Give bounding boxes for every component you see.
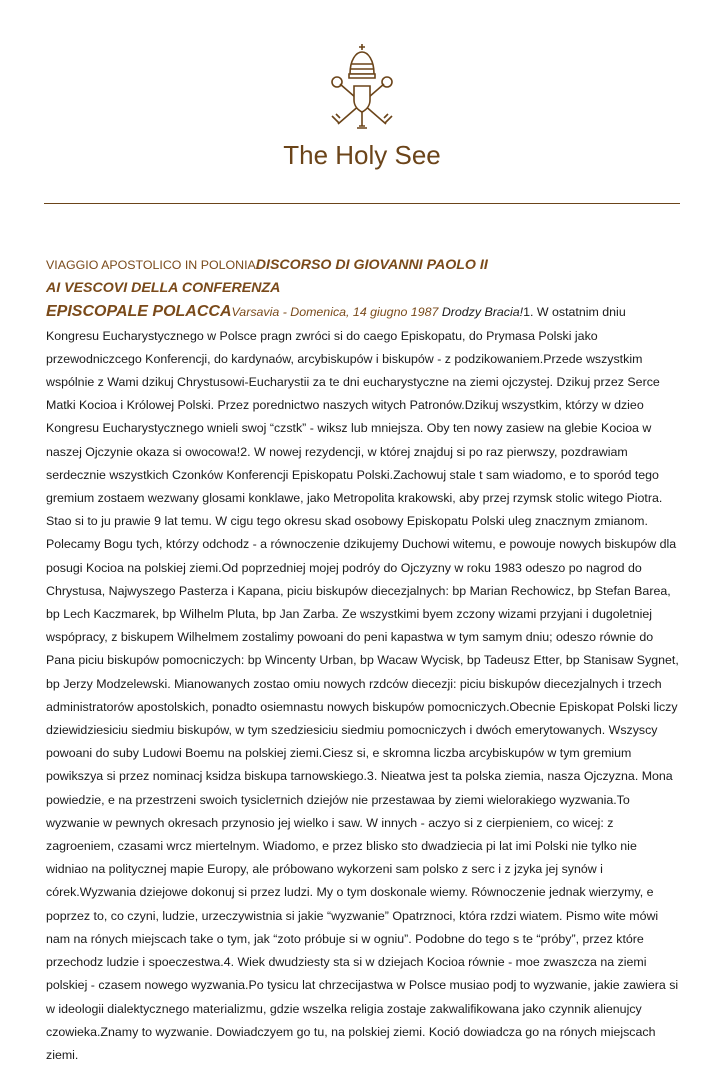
- papal-coat-of-arms-icon: [324, 40, 400, 132]
- header-divider: [44, 203, 680, 204]
- article-title-line-2: AI VESCOVI DELLA CONFERENZA: [46, 280, 281, 297]
- article-body: 1. W ostatnim dniu Kongresu Eucharystycznego w Polsce pragn zwróci si do caego Episkopatu, do Prymasa Polski jako przewodniczcego Konferencji, do kardynaów, arcybiskupów i biskupów - z podzikowaniem.Przede wszystkim wspólnie z Wami dzikuj Chrystusowi-Eucharystii za te dni eucharystyczne na ziemi ojczystej. Dzikuj przez Serce Matki Kocioa i Królowej Polski. Przez porednictwo naszych witych Patronów.Dzikuj wszystkim, którzy w dzieo Kongresu Eucharystycznego wnieli swoj “czstk” - wiksz lub mniejsza. Oby ten nowy zasiew na glebie Kocioa w naszej Ojczynie okaza si owocowa!2. W nowej rezydencji, w której znajduj si po raz pierwszy, pozdrawiam serdecznie wszystkich Czonków Konferencji Episkopatu Polski.Zachowuj stale t sam wiadomo, e to sporód tego gremium zostaem wezwany glosami konklawe, jako Metropolita krakowski, aby przej rzymsk stolic witego Piotra. Stao si to ju prawie 9 lat temu. W cigu tego okresu skad osobowy Episkopatu Polski uleg znacznym zmianom. Polecamy Bogu tych, którzy odchodz - a równoczenie dzikujemy Duchowi witemu, e powouje nowych biskupów dla posugi Kocioa na polskiej ziemi.Od poprzedniej mojej podróy do Ojczyzny w roku 1983 odeszo po nagrod do Chrystusa, Najwyszego Pasterza i Kapana, piciu biskupów diecezjalnych: bp Marian Rechowicz, bp Stefan Barea, bp Lech Kaczmarek, bp Wilhelm Pluta, bp Jan Zarba. Ze wszystkimi byem zczony wizami przyjani i dugoletniej wspópracy, z biskupem Wilhelmem zostalimy powoani do peni kapastwa w tym samym dniu; odeszo równie do Pana piciu biskupów pomocniczych: bp Wincenty Urban, bp Wacaw Wycisk, bp Tadeusz Etter, bp Stanisaw Sygnet, bp Jerzy Modzelewski. Mianowanych zostao omiu nowych rzdców diecezji: piciu biskupów diecezjalnych i trzech administratorów apostolskich, ponadto osiemnastu nowych biskupów pomocniczych.Obecnie Episkopat Polski liczy dziewidziesiciu siedmiu biskupów, w tym szedziesiciu siedmiu pomocniczych i dwóch emerytowanych. Wszyscy powoani do suby Ludowi Boemu na polskiej ziemi.Ciesz si, e skromna liczba arcybiskupów w tym gremium powikszya si przez nominacj ksidza biskupa tarnowskiego.3. Nieatwa jest ta polska ziemia, nasza Ojczyzna. Mona powiedzie, e na przestrzeni swoich tysiclетnich dziejów nie przestawaa by ziemi wielorakiego wyzwania.To wyzwanie w pewnych okresach przynosio jej wielko i saw. W innych - aczyo si z cierpieniem, co wicej: z zagroeniem, czasami wrcz miertelnym. Wiadomo, e przez blisko sto dwadziecia pi lat imi Polski nie tylko nie widniao na politycznej mapie Europy, ale próbowano wykorzeni sam polsko z serc i z jzyka jej synów i córek.Wyzwania dziejowe dokonuj si przez ludzi. My o tym doskonale wiemy. Równoczenie jednak wierzymy, e poprzez to, co czyni, ludzie, urzeczywistnia si jakie “wyzwanie” Opatrznoci, która rzdzi wiatem. Pismo wite mówi nam na rónych miejscach take o tym, jak “zoto próbuje si w ogniu”. Podobne do tego s te “próby”, przez które przechodz ludzie i spoeczestwa.4. Wiek dwudziesty sta si w dziejach Kocioa równie - moe zwaszcza na ziemi polskiej - czasem nowego wyzwania.Po tysicu lat chrzecijastwa w Polsce musiao podj to wyzwanie, jakie zawiera si w ideologii dialektycznego materializmu, gdzie wszelka religia zostaje zakwalifikowana jako czynnik alienujcy czowieka.Znamy to wyzwanie. Dowiadczyem go tu, na polskiej ziemi. Koció dowiadcza go na rónych miejscach ziemi.: [46, 305, 679, 1062]
- article-title-line-1: DISCORSO DI GIOVANNI PAOLO II: [255, 257, 488, 273]
- article-dateline: Varsavia - Domenica, 14 giugno 1987: [231, 305, 439, 320]
- article-kicker: VIAGGIO APOSTOLICO IN POLONIA: [46, 258, 256, 272]
- site-title: The Holy See: [283, 140, 441, 170]
- article-salutation: Drodzy Bracia!: [441, 305, 524, 320]
- article-content: [46, 254, 682, 1067]
- article-title-line-3: EPISCOPALE POLACCA: [46, 303, 232, 321]
